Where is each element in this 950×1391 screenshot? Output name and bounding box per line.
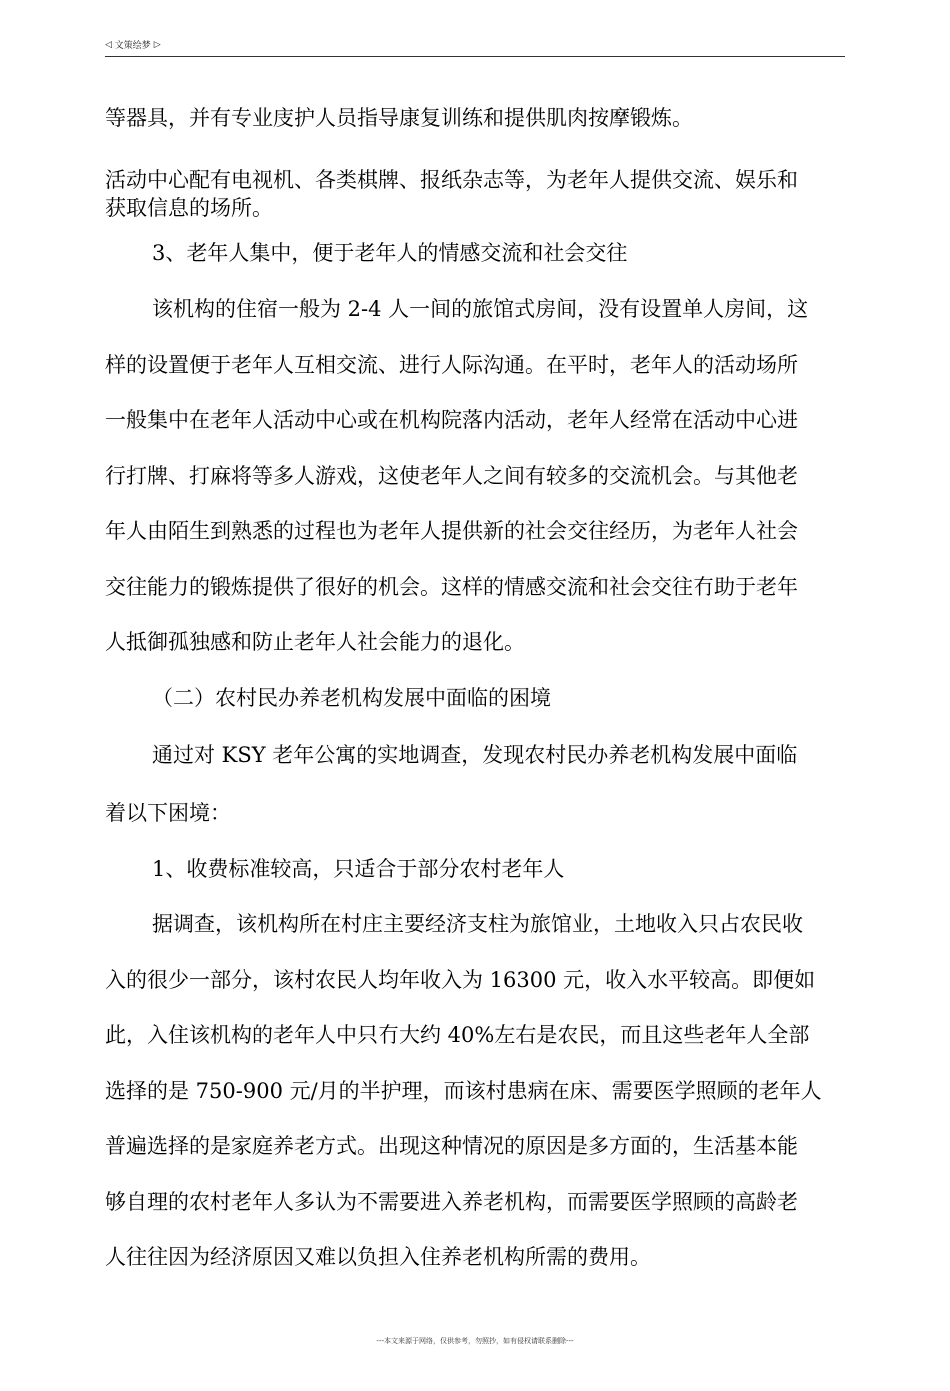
page-footer: ---本文来源于网络，仅供参考，勿照抄，如有侵权请联系删除--- (376, 1337, 574, 1345)
text-line: 此，入住该机构的老年人中只冇大约 40%左右是农民，而且这些老年人全部 (105, 1023, 810, 1047)
header-title: 文策绘梦 (114, 41, 151, 51)
text-line: 该机构的住宿一般为 2-4 人一间的旅馆式房间，没有设置单人房间，这 (152, 297, 809, 321)
text-line: 选择的是 750-900 元/月的半护理，而该村患病在床、需要医学照顾的老年人 (105, 1079, 822, 1103)
section-heading: 3、老年人集中，便于老年人的情感交流和社会交往 (152, 241, 628, 265)
text-line: 通过对 KSY 老年公寓的实地调查，发现农村民办养老机构发展中面临 (152, 743, 798, 767)
text-line: 人往往因为经济原因又难以负担入住养老机构所需的费用。 (105, 1245, 651, 1269)
left-triangle-icon: ◁ (105, 39, 112, 50)
text-line: 样的设置便于老年人互相交流、进行人际沟通。在平时，老年人的活动场所 (105, 353, 798, 377)
text-line: 行打牌、打麻将等多人游戏，这使老年人之间有较多的交流机会。与其他老 (105, 464, 798, 488)
right-triangle-icon: ▷ (153, 39, 161, 50)
text-line: 着以下困境： (105, 801, 231, 825)
page-header (105, 38, 845, 57)
text-line: 普遍选择的是家庭养老方式。出现这种情况的原因是多方面的，生活基本能 (105, 1134, 798, 1158)
section-heading: （二）农村民办养老机构发展中面临的困境 (152, 686, 551, 710)
text-line: 交往能力的锻炼提供了很好的机会。这样的情感交流和社会交往冇助于老年 (105, 575, 798, 599)
text-line: 够自理的农村老年人多认为不需要进入养老机构，而需要医学照顾的高龄老 (105, 1190, 798, 1214)
text-line: 一般集中在老年人活动中心或在机构院落内活动，老年人经常在活动中心进 (105, 408, 798, 432)
text-line: 据调查，该机构所在村庄主要经济支柱为旅馆业，土地收入只占农民收 (152, 912, 803, 936)
text-line: 年人由陌生到熟悉的过程也为老年人提供新的社会交往经历，为老年人社会 (105, 519, 798, 543)
text-line: 获取信息的场所。 (105, 196, 273, 220)
text-line: 人抵御孤独感和防止老年人社会能力的退化。 (105, 630, 525, 654)
text-line: 入的很少一部分，该村农民人均年收入为 16300 元，收入水平较高。即便如 (105, 968, 816, 992)
text-line: 活动中心配有电视机、各类棋牌、报纸杂志等，为老年人提供交流、娱乐和 (105, 168, 798, 192)
text-line: 等器具，并有专业庋护人员指导康复训练和提供肌肉按摩锻炼。 (105, 106, 693, 130)
section-heading: 1、收费标准较高，只适合于部分农村老年人 (152, 857, 565, 881)
